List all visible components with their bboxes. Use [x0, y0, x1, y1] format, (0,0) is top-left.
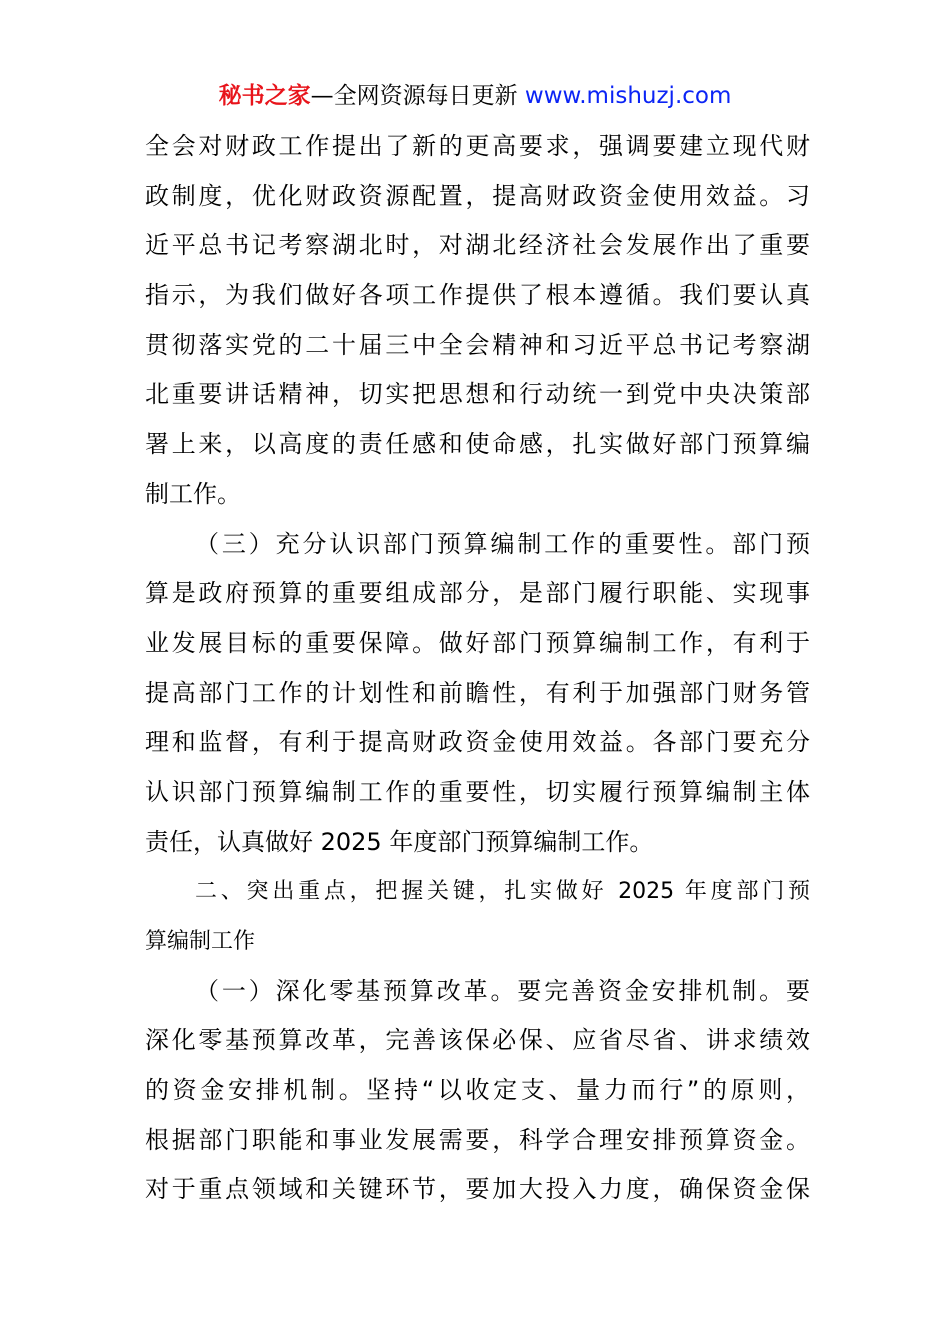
- text-line: 指示，为我们做好各项工作提供了根本遵循。我们要认真: [145, 281, 810, 310]
- site-header: [0, 80, 950, 112]
- text-line: 算是政府预算的重要组成部分，是部门履行职能、实现事: [145, 579, 810, 608]
- site-url-link[interactable]: www.mishuzj.com: [524, 83, 732, 109]
- text-line: 业发展目标的重要保障。做好部门预算编制工作，有利于: [145, 628, 810, 657]
- text-line: 北重要讲话精神，切实把思想和行动统一到党中央决策部: [145, 380, 810, 409]
- section-heading-line: （一）深化零基预算改革。要完善资金安排机制。要: [195, 976, 810, 1005]
- text-line: 近平总书记考察湖北时，对湖北经济社会发展作出了重要: [145, 231, 810, 260]
- text-line: 根据部门职能和事业发展需要，科学合理安排预算资金。: [145, 1125, 810, 1154]
- text-line: 贯彻落实党的二十届三中全会精神和习近平总书记考察湖: [145, 330, 810, 359]
- text-line: 全会对财政工作提出了新的更高要求，强调要建立现代财: [145, 132, 810, 160]
- text-line: 提高部门工作的计划性和前瞻性，有利于加强部门财务管: [145, 678, 810, 707]
- text-line: 的资金安排机制。坚持“以收定支、量力而行”的原则，: [145, 1076, 810, 1105]
- section-heading-line: （三）充分认识部门预算编制工作的重要性。部门预: [195, 529, 810, 558]
- text-line: 深化零基预算改革，完善该保必保、应省尽省、讲求绩效: [145, 1026, 810, 1055]
- chapter-heading-line: 二、突出重点，把握关键，扎实做好 2025 年度部门预: [195, 879, 810, 905]
- text-line: 责任，认真做好 2025 年度部门预算编制工作。: [145, 827, 654, 856]
- chapter-heading-line: 算编制工作: [145, 929, 256, 954]
- text-line: 认识部门预算编制工作的重要性，切实履行预算编制主体: [145, 777, 810, 806]
- text-line: 对于重点领域和关键环节，要加大投入力度，确保资金保: [145, 1175, 810, 1204]
- text-line: 制工作。: [145, 479, 241, 508]
- site-tagline: —全网资源每日更新: [310, 83, 518, 109]
- text-line: 署上来，以高度的责任感和使命感，扎实做好部门预算编: [145, 430, 810, 459]
- document-body: [145, 122, 810, 1215]
- text-line: 理和监督，有利于提高财政资金使用效益。各部门要充分: [145, 728, 810, 757]
- text-line: 政制度，优化财政资源配置，提高财政资金使用效益。习: [145, 181, 810, 210]
- site-name: 秘书之家: [218, 83, 311, 109]
